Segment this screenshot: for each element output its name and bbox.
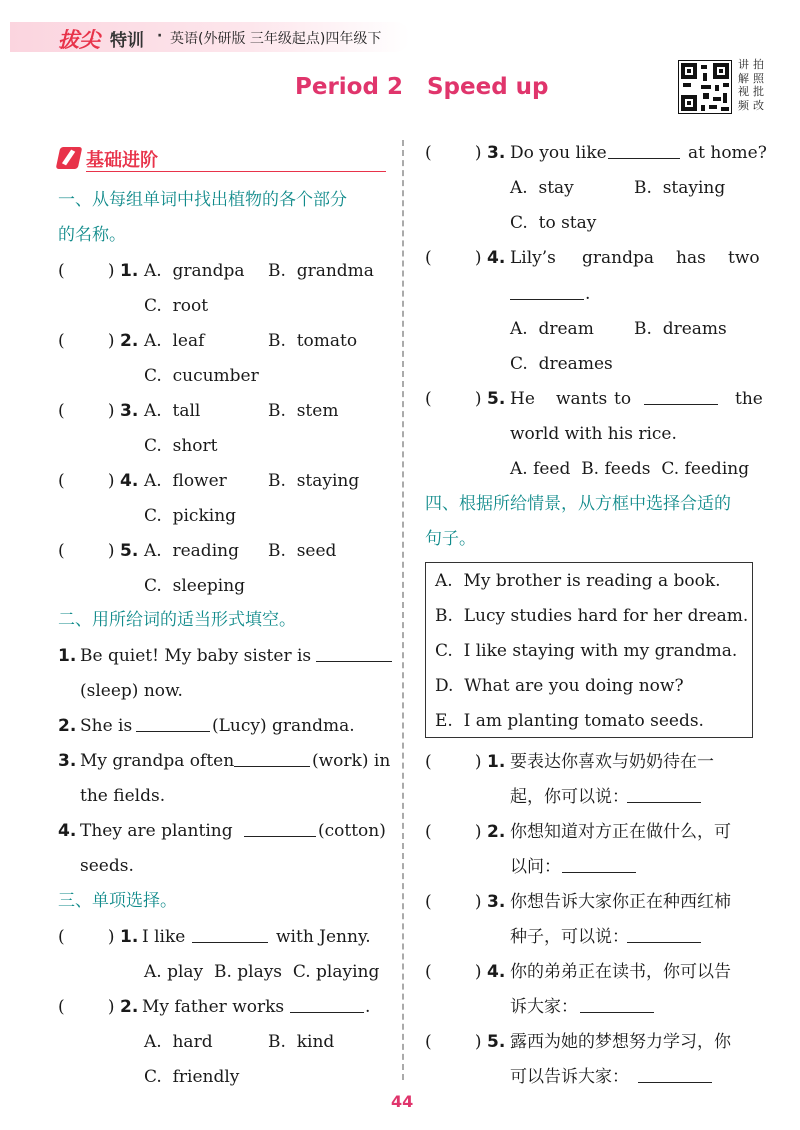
option-c: C. cucumber (144, 366, 259, 386)
item-number: 5. (120, 541, 139, 561)
s1-heading: 一、从每组单词中找出植物的各个部分 (58, 190, 347, 210)
item-number: 3. (58, 751, 77, 771)
fill-text-cont: seeds. (80, 856, 134, 876)
question-text-end: . (365, 997, 371, 1017)
page-header (0, 18, 800, 52)
option-c: C. sleeping (144, 576, 246, 596)
answer-blank[interactable] (627, 787, 701, 808)
section-underline (86, 171, 386, 172)
s4-heading-cont: 句子。 (425, 529, 476, 549)
scenario-text: 你想知道对方正在做什么，可 (510, 822, 731, 842)
fill-hint: (cotton) (318, 821, 386, 841)
brand-mark: 拔尖 (58, 28, 100, 52)
options-line: A. feed B. feeds C. feeding (510, 459, 750, 479)
answer-paren[interactable]: ( ) (58, 927, 115, 947)
answer-blank[interactable] (638, 1067, 712, 1088)
sentence-option: E. I am planting tomato seeds. (435, 711, 704, 731)
question-word: grandpa (582, 248, 654, 268)
item-number: 1. (58, 646, 77, 666)
fill-blank[interactable] (316, 646, 392, 667)
answer-paren[interactable]: ( ) (425, 248, 482, 268)
sentence-option: D. What are you doing now? (435, 676, 684, 696)
question-text: Do you like (510, 143, 607, 163)
option-b: B. stem (268, 401, 339, 421)
option-c: C. to stay (510, 213, 597, 233)
option-c: C. picking (144, 506, 237, 526)
answer-blank[interactable] (627, 927, 701, 948)
fill-text: Be quiet! My baby sister is (80, 646, 312, 666)
fill-text-cont: the fields. (80, 786, 166, 806)
header-separator: · (157, 28, 163, 44)
book-subtitle: 英语(外研版 三年级起点)四年级下 (170, 31, 382, 47)
scenario-text-cont: 以问： (510, 857, 561, 877)
option-c: C. short (144, 436, 218, 456)
option-a: A. flower (144, 471, 227, 491)
brand-name: 特训 (110, 31, 144, 51)
option-a: A. stay (510, 178, 574, 198)
sentence-option: B. Lucy studies hard for her dream. (435, 606, 749, 626)
item-number: 2. (120, 331, 139, 351)
option-c: C. dreames (510, 354, 613, 374)
question-text-end: at home? (688, 143, 767, 163)
item-number: 2. (120, 997, 139, 1017)
answer-blank[interactable] (192, 927, 268, 948)
answer-paren[interactable]: ( ) (58, 471, 115, 491)
scenario-text-cont: 种子，可以说： (510, 927, 629, 947)
item-number: 5. (487, 1032, 506, 1052)
option-a: A. grandpa (144, 261, 245, 281)
answer-paren[interactable]: ( ) (425, 143, 482, 163)
answer-paren[interactable]: ( ) (425, 752, 482, 772)
fill-text: She is (80, 716, 133, 736)
option-a: A. dream (510, 319, 594, 339)
option-b: B. staying (634, 178, 726, 198)
question-text-cont: world with his rice. (510, 424, 677, 444)
item-number: 4. (58, 821, 77, 841)
item-number: 4. (120, 471, 139, 491)
answer-blank[interactable] (562, 857, 636, 878)
answer-paren[interactable]: ( ) (425, 822, 482, 842)
option-c: C. root (144, 296, 209, 316)
answer-blank[interactable] (580, 997, 654, 1018)
s3-heading: 三、单项选择。 (58, 891, 177, 911)
fill-blank[interactable] (136, 716, 210, 737)
section-header (58, 145, 390, 173)
answer-paren[interactable]: ( ) (425, 389, 482, 409)
option-b: B. dreams (634, 319, 727, 339)
item-number: 1. (120, 927, 139, 947)
answer-blank[interactable] (510, 284, 584, 305)
question-word: to (614, 389, 632, 409)
item-number: 4. (487, 248, 506, 268)
question-word: He (510, 389, 535, 409)
fill-blank[interactable] (244, 821, 316, 842)
qr-caption: 讲 拍 解 照 视 批 频 改 (738, 58, 764, 112)
option-b: B. tomato (268, 331, 358, 351)
section-title: 基础进阶 (86, 150, 158, 171)
question-text: I like (142, 927, 186, 947)
answer-paren[interactable]: ( ) (58, 401, 115, 421)
item-number: 3. (487, 892, 506, 912)
s1-heading-cont: 的名称。 (58, 225, 126, 245)
item-number: 3. (487, 143, 506, 163)
option-a: A. hard (144, 1032, 213, 1052)
question-word: the (735, 389, 763, 409)
item-number: 2. (487, 822, 506, 842)
question-word: wants (556, 389, 608, 409)
option-b: B. seed (268, 541, 337, 561)
answer-paren[interactable]: ( ) (58, 261, 115, 281)
page-title: Period 2 Speed up (295, 74, 549, 100)
scenario-text: 要表达你喜欢与奶奶待在一 (510, 752, 714, 772)
option-b: B. staying (268, 471, 360, 491)
answer-paren[interactable]: ( ) (425, 962, 482, 982)
scenario-text-cont: 起，你可以说： (510, 787, 629, 807)
scenario-text-cont: 诉大家： (510, 997, 578, 1017)
fill-text-cont: (sleep) now. (80, 681, 183, 701)
s2-heading: 二、用所给词的适当形式填空。 (58, 610, 296, 630)
item-number: 4. (487, 962, 506, 982)
question-text-end: . (585, 284, 591, 304)
answer-paren[interactable]: ( ) (58, 541, 115, 561)
scenario-text: 你想告诉大家你正在种西红柿 (510, 892, 731, 912)
item-number: 1. (487, 752, 506, 772)
sentence-option: C. I like staying with my grandma. (435, 641, 738, 661)
question-word: two (728, 248, 760, 268)
item-number: 5. (487, 389, 506, 409)
page-number: 44 (391, 1092, 414, 1111)
answer-blank[interactable] (290, 997, 364, 1018)
option-a: A. tall (144, 401, 201, 421)
options-line: A. play B. plays C. playing (144, 962, 380, 982)
item-number: 2. (58, 716, 77, 736)
fill-blank[interactable] (234, 751, 310, 772)
question-text: My father works (142, 997, 285, 1017)
question-word: has (676, 248, 706, 268)
s4-heading: 四、根据所给情景，从方框中选择合适的 (425, 494, 731, 514)
column-divider (402, 140, 404, 1080)
fill-text: They are planting (80, 821, 233, 841)
option-a: A. leaf (144, 331, 205, 351)
scenario-text: 你的弟弟正在读书，你可以告 (510, 962, 731, 982)
item-number: 1. (120, 261, 139, 281)
option-a: A. reading (144, 541, 239, 561)
sentence-option: A. My brother is reading a book. (435, 571, 721, 591)
answer-paren[interactable]: ( ) (58, 331, 115, 351)
fill-text: My grandpa often (80, 751, 235, 771)
answer-paren[interactable]: ( ) (425, 1032, 482, 1052)
question-text-end: with Jenny. (276, 927, 371, 947)
scenario-text: 露西为她的梦想努力学习，你 (510, 1032, 731, 1052)
answer-blank[interactable] (644, 389, 718, 410)
scenario-text-cont: 可以告诉大家： (510, 1067, 629, 1087)
answer-paren[interactable]: ( ) (58, 997, 115, 1017)
option-c: C. friendly (144, 1067, 240, 1087)
pencil-icon (56, 147, 83, 169)
question-word: Lily’s (510, 248, 556, 268)
option-b: B. kind (268, 1032, 335, 1052)
fill-hint: (Lucy) grandma. (212, 716, 355, 736)
option-b: B. grandma (268, 261, 374, 281)
item-number: 3. (120, 401, 139, 421)
qr-code-icon[interactable] (678, 60, 732, 114)
answer-paren[interactable]: ( ) (425, 892, 482, 912)
fill-hint: (work) in (312, 751, 391, 771)
answer-blank[interactable] (608, 143, 680, 164)
